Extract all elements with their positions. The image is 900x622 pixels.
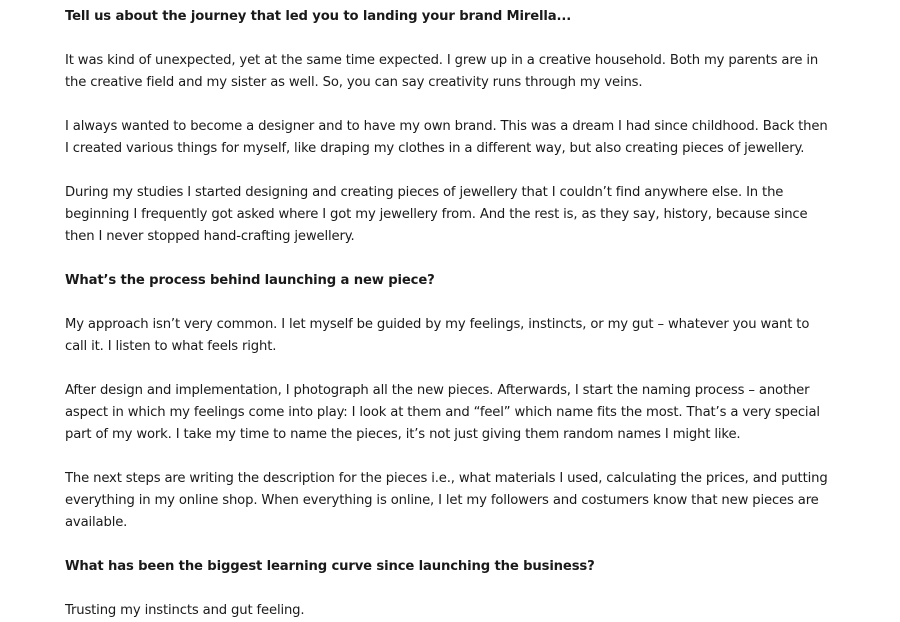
answer-paragraph: After design and implementation, I photograph all the new pieces. Afterwards, I start the naming process – another aspect in which my feelings come into play: I look at them and “feel” which name fits the most. That’s a very special part of my work. I take my time to name the pieces, it’s not just giving them random names I might like.	[65, 383, 820, 442]
answer-paragraph: My approach isn’t very common. I let myself be guided by my feelings, instincts, or my gut – whatever you want to call it. I listen to what feels right.	[65, 317, 810, 354]
question-process: What’s the process behind launching a new piece?	[65, 273, 435, 288]
answer-paragraph: It was kind of unexpected, yet at the same time expected. I grew up in a creative household. Both my parents are in the creative field and my sister as well. So, you can say creativity runs through my veins.	[65, 53, 819, 90]
question-learning-curve: What has been the biggest learning curve since launching the business?	[65, 559, 595, 574]
answer-paragraph: The next steps are writing the description for the pieces i.e., what materials I used, calculating the prices, and putting everything in my online shop. When everything is online, I let my followers and costumers know that new pieces are available.	[65, 471, 828, 530]
answer-paragraph: Trusting my instincts and gut feeling.	[65, 603, 305, 618]
answer-paragraph: I always wanted to become a designer and to have my own brand. This was a dream I had since childhood. Back then I created various things for myself, like draping my clothes in a different way, but also creating pieces of jewellery.	[65, 119, 828, 156]
answer-paragraph: During my studies I started designing and creating pieces of jewellery that I couldn’t find anywhere else. In the beginning I frequently got asked where I got my jewellery from. And the rest is, as they say, history, because since then I never stopped hand-crafting jewellery.	[65, 185, 808, 244]
question-journey: Tell us about the journey that led you to landing your brand Mirella...	[65, 9, 572, 24]
